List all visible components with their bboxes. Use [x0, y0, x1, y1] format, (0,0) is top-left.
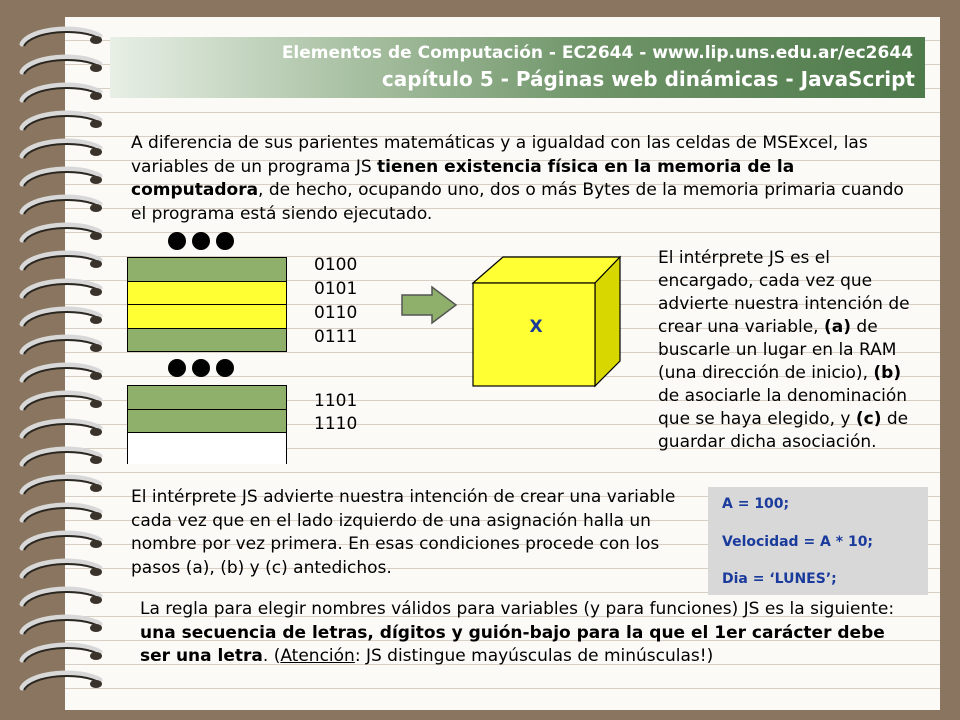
variable-box: [470, 255, 630, 390]
spiral-hole: [90, 148, 102, 156]
address-label: 1110: [314, 414, 358, 434]
code-line: A = 100;: [722, 496, 790, 512]
rule-emphasis: una secuencia de letras, dígitos y guión-bajo para la que el 1er carácter debe ser una letra: [140, 622, 885, 666]
emphasis: tienen existencia física en la memoria de la computadora: [131, 156, 795, 200]
memory-cell: [127, 385, 287, 410]
spiral-hole: [90, 92, 102, 100]
spiral-hole: [90, 596, 102, 604]
slide-header: [110, 37, 925, 98]
spiral-hole: [90, 232, 102, 240]
spiral-hole: [90, 36, 102, 44]
spiral-hole: [90, 624, 102, 632]
address-label: 0110: [314, 303, 358, 323]
ellipsis-dots-bottom: [168, 359, 234, 377]
address-label: 0111: [314, 327, 358, 347]
spiral-hole: [90, 484, 102, 492]
spiral-hole: [90, 288, 102, 296]
arrow-right-icon: [400, 285, 460, 325]
address-label: 0101: [314, 279, 358, 299]
variable-name: X: [529, 317, 543, 337]
memory-cell-variable: [127, 304, 287, 329]
spiral-hole: [90, 64, 102, 72]
code-example: [708, 487, 928, 595]
code-line: Dia = ‘LUNES’;: [722, 571, 837, 587]
spiral-hole: [90, 568, 102, 576]
memory-cell: [127, 328, 287, 352]
spiral-hole: [90, 652, 102, 660]
spiral-hole: [90, 176, 102, 184]
spiral-hole: [90, 456, 102, 464]
chapter-title: capítulo 5 - Páginas web dinámicas - JavaScript: [381, 67, 915, 91]
spiral-hole: [90, 260, 102, 268]
spiral-hole: [90, 680, 102, 688]
spiral-hole: [90, 120, 102, 128]
code-line: Velocidad = A * 10;: [722, 534, 874, 550]
spiral-hole: [90, 428, 102, 436]
spiral-binding: [0, 0, 120, 720]
spiral-hole: [90, 512, 102, 520]
address-label: 0100: [314, 255, 358, 275]
spiral-hole: [90, 204, 102, 212]
spiral-hole: [90, 344, 102, 352]
naming-rule-paragraph: La regla para elegir nombres válidos para variables (y para funciones) JS es la siguiente: una secuencia de letras, dígitos y guión-bajo para la que el 1er carácter debe ser una letra. (Atención: JS distingue mayúsculas de minúsculas!): [140, 599, 895, 666]
intro-paragraph: A diferencia de sus parientes matemáticas y a igualdad con las celdas de MSExcel, las variables de un programa JS tienen existencia física en la memoria de la computadora, de hecho, ocupando uno, dos o más Bytes de la memoria primaria cuando el programa está siendo ejecutado.: [131, 133, 904, 224]
ellipsis-dots-top: [168, 232, 234, 250]
spiral-hole: [90, 540, 102, 548]
memory-cell-empty: [127, 432, 287, 464]
assignment-paragraph: El intérprete JS advierte nuestra intención de crear una variable cada vez que en el lado izquierdo de una asignación halla un nombre por vez primera. En esas condiciones procede con los pasos (a), (b) y (c) antedichos.: [131, 487, 676, 578]
memory-cell-variable: [127, 281, 287, 305]
address-label: 1101: [314, 391, 358, 411]
memory-cell: [127, 257, 287, 282]
memory-cell: [127, 409, 287, 433]
interpreter-description: El intérprete JS es el encargado, cada vez que advierte nuestra intención de crear una variable, (a) de buscarle un lugar en la RAM (una dirección de inicio), (b) de asociarle la denominación que se haya elegido, y (c) de guardar dicha asociación.: [658, 248, 910, 452]
spiral-hole: [90, 316, 102, 324]
course-title: Elementos de Computación - EC2644 - www.lip.uns.edu.ar/ec2644: [281, 43, 913, 63]
spiral-hole: [90, 372, 102, 380]
spiral-hole: [90, 400, 102, 408]
